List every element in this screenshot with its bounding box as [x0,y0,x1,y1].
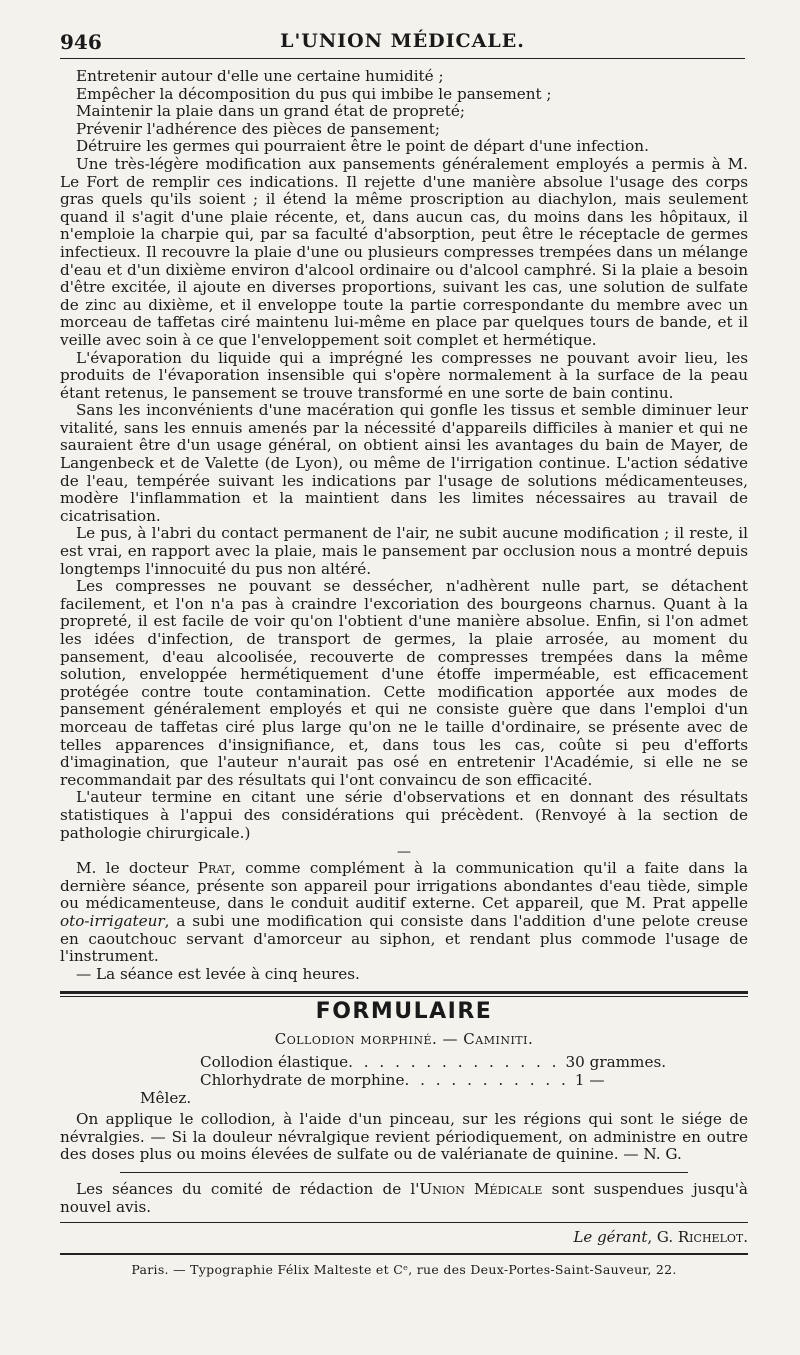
list-item: Détruire les germes qui pourraient être le point de départ d'une infection. [76,137,649,156]
prat-paragraph [60,860,748,966]
ingredient-qty: 1 — [574,1071,605,1090]
short-rule [120,1172,688,1173]
prat-middle: , comme complément à la communication qu'il a faite dans la dernière séance, présente son appareil pour irrigations abondantes d'eau tiède, simple ou médicamenteuse, dans le conduit auditif externe. Cet appareil, que M. Prat appelle [60,859,748,913]
gerant-label: Le gérant [573,1228,648,1247]
list-item: Entretenir autour d'elle une certaine humidité ; [76,67,444,85]
paragraph: Le pus, à l'abri du contact permanent de l'air, ne subit aucune modification ; il reste, il est vrai, en rapport avec la plaie, mais le pansement par occlusion nous a montré depuis longtemps l'innocuité du pus non altéré. [60,524,748,578]
paragraph: Une très-légère modification aux pansements généralement employés a permis à M. Le Fort de remplir ces indications. Il rejette d'une manière absolue l'usage des corps gras quels qu'ils soient ; il étend la même proscription au diachylon, mais seulement quand il s'agit d'une plaie récente, et, dans aucun cas, du moins dans les hôpitaux, il n'emploie la charpie qui, par sa faculté d'absorption, peut être le réceptacle de germes infectieux. Il recouvre la plaie d'une ou plusieurs compresses trempées dans un mélange d'eau et d'un dixième environ d'alcool ordinaire ou d'alcool camphré. Si la plaie a besoin d'être excitée, il ajoute en diverses proportions, suivant les cas, une solution de sulfate de zinc au dixième, et il enveloppe toute la partie correspondante du membre avec un morceau de taffetas ciré maintenu lui-même en place par quelques tours de bande, et il veille avec soin à ce que l'enveloppement soit complet et hermétique. [60,154,748,349]
paragraph: Sans les inconvénients d'une macération qui gonfle les tissus et semble diminuer leur vitalité, sans les ennuis amenés par la nécessité d'appareils difficiles à manier et qui ne sauraient être d'un usage général, on obtient ainsi les avantages du bain de Mayer, de Langenbeck et de Valette (de Lyon), ou même de l'irrigation continue. L'action sédative de l'eau, tempérée suivant les indications par l'usage de solutions médicamenteuses, modère l'inflammation et la maintient dans les limites nécessaires au travail de cicatrisation. [60,401,748,525]
prat-name: Prat [197,859,231,878]
printer-footer: Paris. — Typographie Félix Malteste et Cᵉ, rue des Deux-Portes-Saint-Sauveur, 22. [131,1261,677,1277]
notice-journal: Union Médicale [419,1180,543,1199]
formulaire-title: FORMULAIRE [315,999,493,1025]
list-item: Prévenir l'adhérence des pièces de pansement; [76,119,440,138]
ingredients-list [200,1053,667,1090]
section-divider: — [397,844,411,861]
list-item: Maintenir la plaie dans un grand état de propreté; [76,102,465,121]
indications-list [60,68,748,156]
paragraph: L'auteur termine en citant une série d'observations et en donnant des résultats statistiques à l'appui des considérations qui précèdent. (Renvoyé à la section de pathologie chirurgicale.) [60,788,748,842]
leader-dots: . . . . . . . . . . . . . . [348,1053,560,1072]
ingredient-row [200,1072,610,1090]
double-rule [60,991,748,997]
leader-dots: . . . . . . . . . . . [404,1071,569,1090]
ingredient-name: Chlorhydrate de morphine [200,1071,405,1090]
melez-instruction: Mêlez. [140,1088,192,1107]
gerant-name: G. Richelot. [656,1228,748,1247]
page-header [60,28,745,59]
recipe-instructions: On applique le collodion, à l'aide d'un pinceau, sur les régions qui sont le siége de névralgies. — Si la douleur névralgique revient périodiquement, on administre en outre des doses plus ou moins élevées de sulfate ou de valérianate de quinine. — N. G. [60,1110,748,1164]
article-body [60,68,748,1278]
notice-before: Les séances du comité de rédaction de l' [76,1180,420,1199]
page-number: 946 [60,30,102,54]
gerant-signature: Le gérant, G. Richelot. [573,1228,748,1247]
ingredient-qty: 30 grammes. [565,1053,667,1072]
full-rule [60,1222,748,1223]
ingredient-name: Collodion élastique [200,1053,349,1072]
prat-suffix: , a subi une modification qui consiste dans l'addition d'une pelote creuse en caoutchouc servant d'amorceur au siphon, et rendant plus commode l'usage de l'instrument. [60,911,748,966]
prat-term: oto-irrigateur [60,911,165,930]
seance-end: — La séance est levée à cinq heures. [76,964,360,983]
paragraph: L'évaporation du liquide qui a imprégné les compresses ne pouvant avoir lieu, les produits de l'évaporation insensible qui s'opère normalement à la surface de la peau étant retenus, le pansement se trouve transformé en une sorte de bain continu. [60,348,748,402]
recipe-title: Collodion morphiné. — Caminiti. [274,1029,534,1048]
committee-notice [60,1181,748,1216]
footer-rule [60,1253,748,1255]
paragraph: Les compresses ne pouvant se dessécher, n'adhèrent nulle part, se détachent facilement, et l'on n'a pas à craindre l'excoriation des bourgeons charnus. Quant à la propreté, il est facile de voir qu'on l'obtient d'une manière absolue. Enfin, si l'on admet les idées d'infection, de transport de germes, la plaie arrosée, au moment du pansement, d'eau alcoolisée, recouverte de compresses trempées dans la même solution, enveloppée hermétiquement d'une étoffe imperméable, est efficacement protégée contre toute contamination. Cette modification apportée aux modes de pansement généralement employés et qui ne consiste guère que dans l'emploi d'un morceau de taffetas ciré plus large qu'on ne le taille d'ordinaire, se présente avec de telles apparences d'insignifiance, et, dans tous les cas, coûte si peu d'efforts d'imagination, que l'auteur n'aurait pas osé en entretenir l'Académie, si elle ne se recommandait par des résultats qui l'ont convaincu de son efficacité. [60,577,748,789]
list-item: Empêcher la décomposition du pus qui imbibe le pansement ; [76,84,552,103]
ingredient-row [200,1053,667,1072]
notice-after: sont suspendues jusqu'à nouvel avis. [60,1180,748,1216]
prat-prefix: M. le docteur [76,859,198,878]
journal-title: L'UNION MÉDICALE. [280,30,525,52]
